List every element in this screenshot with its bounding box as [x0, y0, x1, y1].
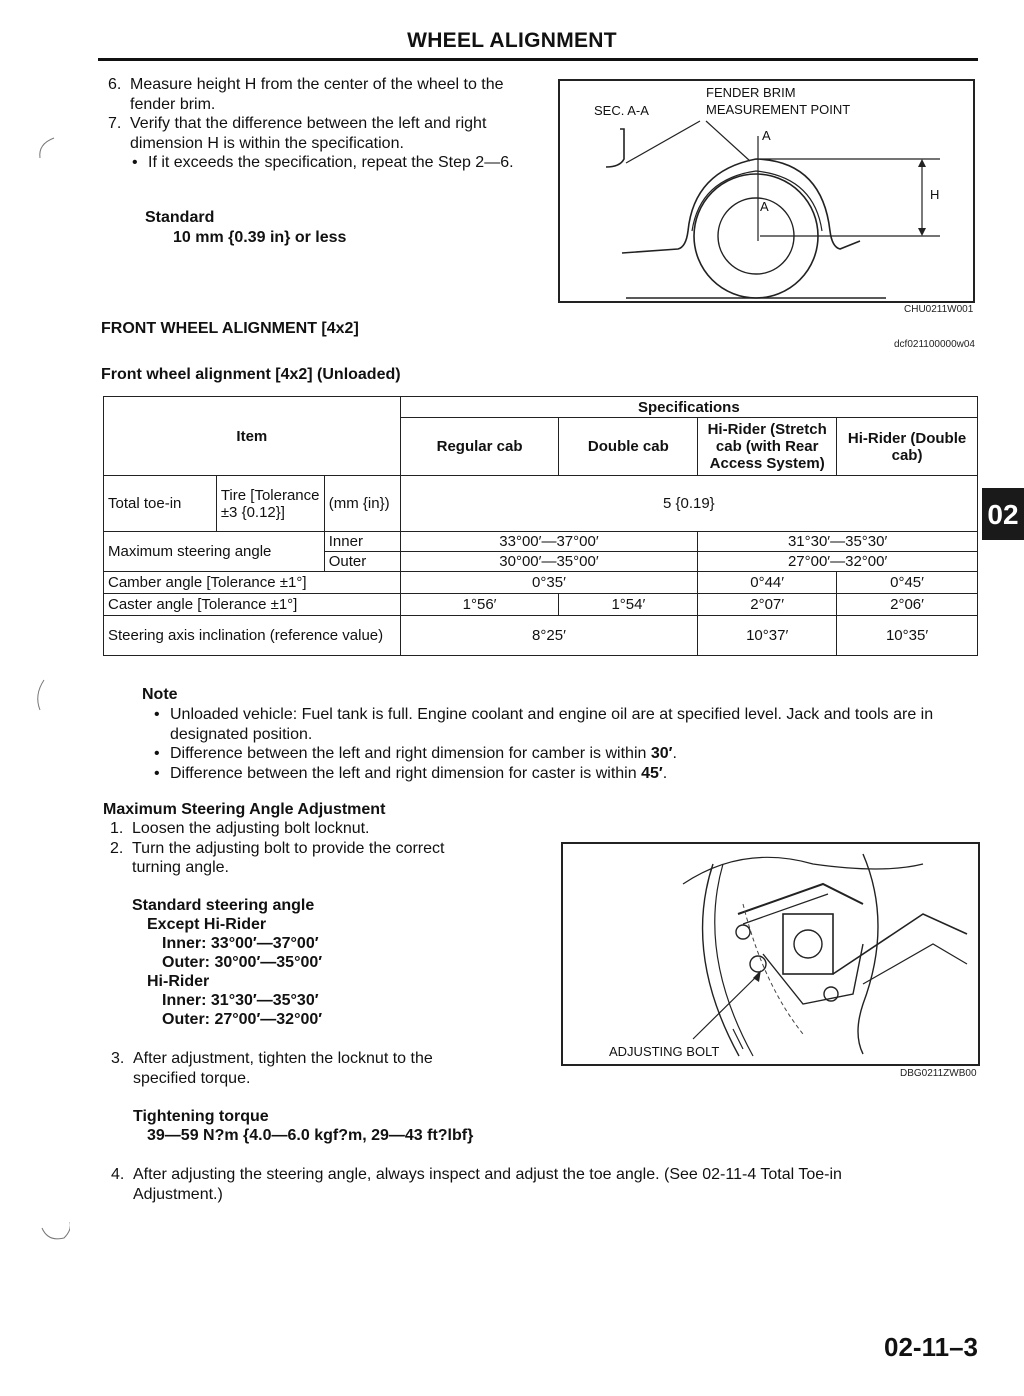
steps-6-7 [100, 75, 520, 173]
col-double-cab: Double cab [559, 418, 698, 476]
fender-brim-callout: FENDER BRIM MEASUREMENT POINT [706, 85, 851, 117]
toe-in-value: 5 {0.19} [400, 476, 977, 532]
standard-value: 10 mm {0.39 in} or less [173, 229, 347, 246]
specifications-header: Specifications [400, 397, 977, 418]
standard-label: Standard [145, 209, 215, 226]
msa-steps [102, 819, 482, 878]
section-heading: FRONT WHEEL ALIGNMENT [4x2] [101, 320, 359, 337]
note-label: Note [142, 686, 178, 703]
table-row-toe-in [104, 476, 978, 532]
steering-knuckle-illustration [563, 844, 978, 1064]
step-6: 6. Measure height H from the center of the wheel to the fender brim. [108, 76, 504, 113]
height-h-label: H [930, 187, 940, 202]
hirider-outer: Outer: 27°00′—32°00′ [162, 1011, 323, 1028]
caster-regular: 1°56′ [400, 594, 559, 616]
table-title: Front wheel alignment [4x2] (Unloaded) [101, 366, 401, 383]
msa-step-2: 2. Turn the adjusting bolt to provide the correct turning angle. [110, 839, 445, 876]
msa-heading: Maximum Steering Angle Adjustment [103, 801, 386, 818]
adjusting-bolt-figure [561, 842, 980, 1066]
caster-label: Caster angle [Tolerance ±1°] [104, 594, 401, 616]
table-row-steer-inner [104, 532, 978, 552]
page-title: WHEEL ALIGNMENT [407, 29, 617, 52]
note-item: • Unloaded vehicle: Fuel tank is full. Engine coolant and engine oil are at specified level. Jack and tools are in designated position. [152, 705, 978, 744]
col-hi-rider-double: Hi-Rider (Double cab) [837, 418, 978, 476]
toe-in-sub: Tire [Tolerance ±3 {0.12}] [216, 476, 324, 532]
steer-inner-label: Inner [324, 532, 400, 552]
caster-diff-value: 45′ [641, 764, 663, 782]
table-header-row [104, 397, 978, 418]
doc-code: dcf021100000w04 [894, 339, 975, 350]
steer-angle-label: Maximum steering angle [104, 532, 325, 572]
camber-hi-stretch: 0°44′ [698, 572, 837, 594]
except-hirider-label: Except Hi-Rider [147, 916, 267, 933]
table-row-camber [104, 572, 978, 594]
except-outer: Outer: 30°00′—35°00′ [162, 954, 323, 971]
except-inner: Inner: 33°00′—37°00′ [162, 935, 319, 952]
table-row-caster [104, 594, 978, 616]
step-7-bullet: • If it exceeds the specification, repeat the Step 2—6. [130, 153, 520, 173]
camber-std: 0°35′ [400, 572, 698, 594]
torque-label: Tightening torque [133, 1108, 269, 1125]
note-item: • Difference between the left and right dimension for camber is within 30′. [152, 744, 978, 764]
steer-inner-std: 33°00′—37°00′ [400, 532, 698, 552]
sai-label: Steering axis inclination (reference value) [104, 616, 401, 656]
msa-step-3: 3. After adjustment, tighten the locknut to the specified torque. [111, 1050, 433, 1087]
sai-hi-double: 10°35′ [837, 616, 978, 656]
std-steering-heading: Standard steering angle [132, 897, 315, 914]
col-regular-cab: Regular cab [400, 418, 559, 476]
step-7: 7. Verify that the difference between the left and right dimension H is within the specification. • If it exceeds the specification, repeat the Step 2—6. [100, 114, 520, 173]
section-tab: 02 [982, 488, 1024, 540]
hirider-label: Hi-Rider [147, 973, 210, 990]
caster-hi-double: 2°06′ [837, 594, 978, 616]
sai-std: 8°25′ [400, 616, 698, 656]
table-row-sai [104, 616, 978, 656]
page-number: 02-11–3 [884, 1332, 978, 1362]
msa-step-1: 1. Loosen the adjusting bolt locknut. [110, 820, 370, 837]
caster-double: 1°54′ [559, 594, 698, 616]
note-list [152, 705, 978, 783]
toe-in-unit: (mm {in}) [324, 476, 400, 532]
item-header: Item [104, 397, 401, 476]
msa-step-3-list [103, 1049, 483, 1088]
camber-label: Camber angle [Tolerance ±1°] [104, 572, 401, 594]
point-a-wheel-label: A [760, 199, 769, 214]
steer-outer-label: Outer [324, 552, 400, 572]
col-hi-rider-stretch: Hi-Rider (Stretch cab (with Rear Access System) [698, 418, 837, 476]
hirider-inner: Inner: 31°30′—35°30′ [162, 992, 319, 1009]
sai-hi-stretch: 10°37′ [698, 616, 837, 656]
figure2-code: DBG0211ZWB00 [900, 1068, 977, 1079]
figure1-code: CHU0211W001 [904, 304, 974, 315]
msa-step-4-list [103, 1165, 933, 1204]
camber-diff-value: 30′ [650, 745, 673, 762]
caster-hi-stretch: 2°07′ [698, 594, 837, 616]
steer-inner-hi: 31°30′—35°30′ [698, 532, 978, 552]
binder-hole-marks [30, 130, 70, 1250]
toe-in-label: Total toe-in [104, 476, 217, 532]
msa-step-4: 4. After adjusting the steering angle, always inspect and adjust the toe angle. (See 02-11-4 Total Toe-in Adjustment.) [111, 1166, 842, 1203]
steer-outer-std: 30°00′—35°00′ [400, 552, 698, 572]
step-7-bullets [130, 153, 520, 173]
note-item: • Difference between the left and right dimension for caster is within 45′. [152, 764, 978, 784]
camber-hi-double: 0°45′ [837, 572, 978, 594]
torque-value: 39—59 N?m {4.0—6.0 kgf?m, 29—43 ft?lbf} [147, 1127, 474, 1144]
point-a-top-label: A [762, 128, 771, 143]
title-rule [98, 58, 978, 61]
steer-outer-hi: 27°00′—32°00′ [698, 552, 978, 572]
section-label: SEC. A-A [594, 103, 649, 118]
adjusting-bolt-label: ADJUSTING BOLT [609, 1044, 720, 1059]
alignment-spec-table [103, 396, 978, 656]
fender-measurement-figure [558, 79, 975, 303]
